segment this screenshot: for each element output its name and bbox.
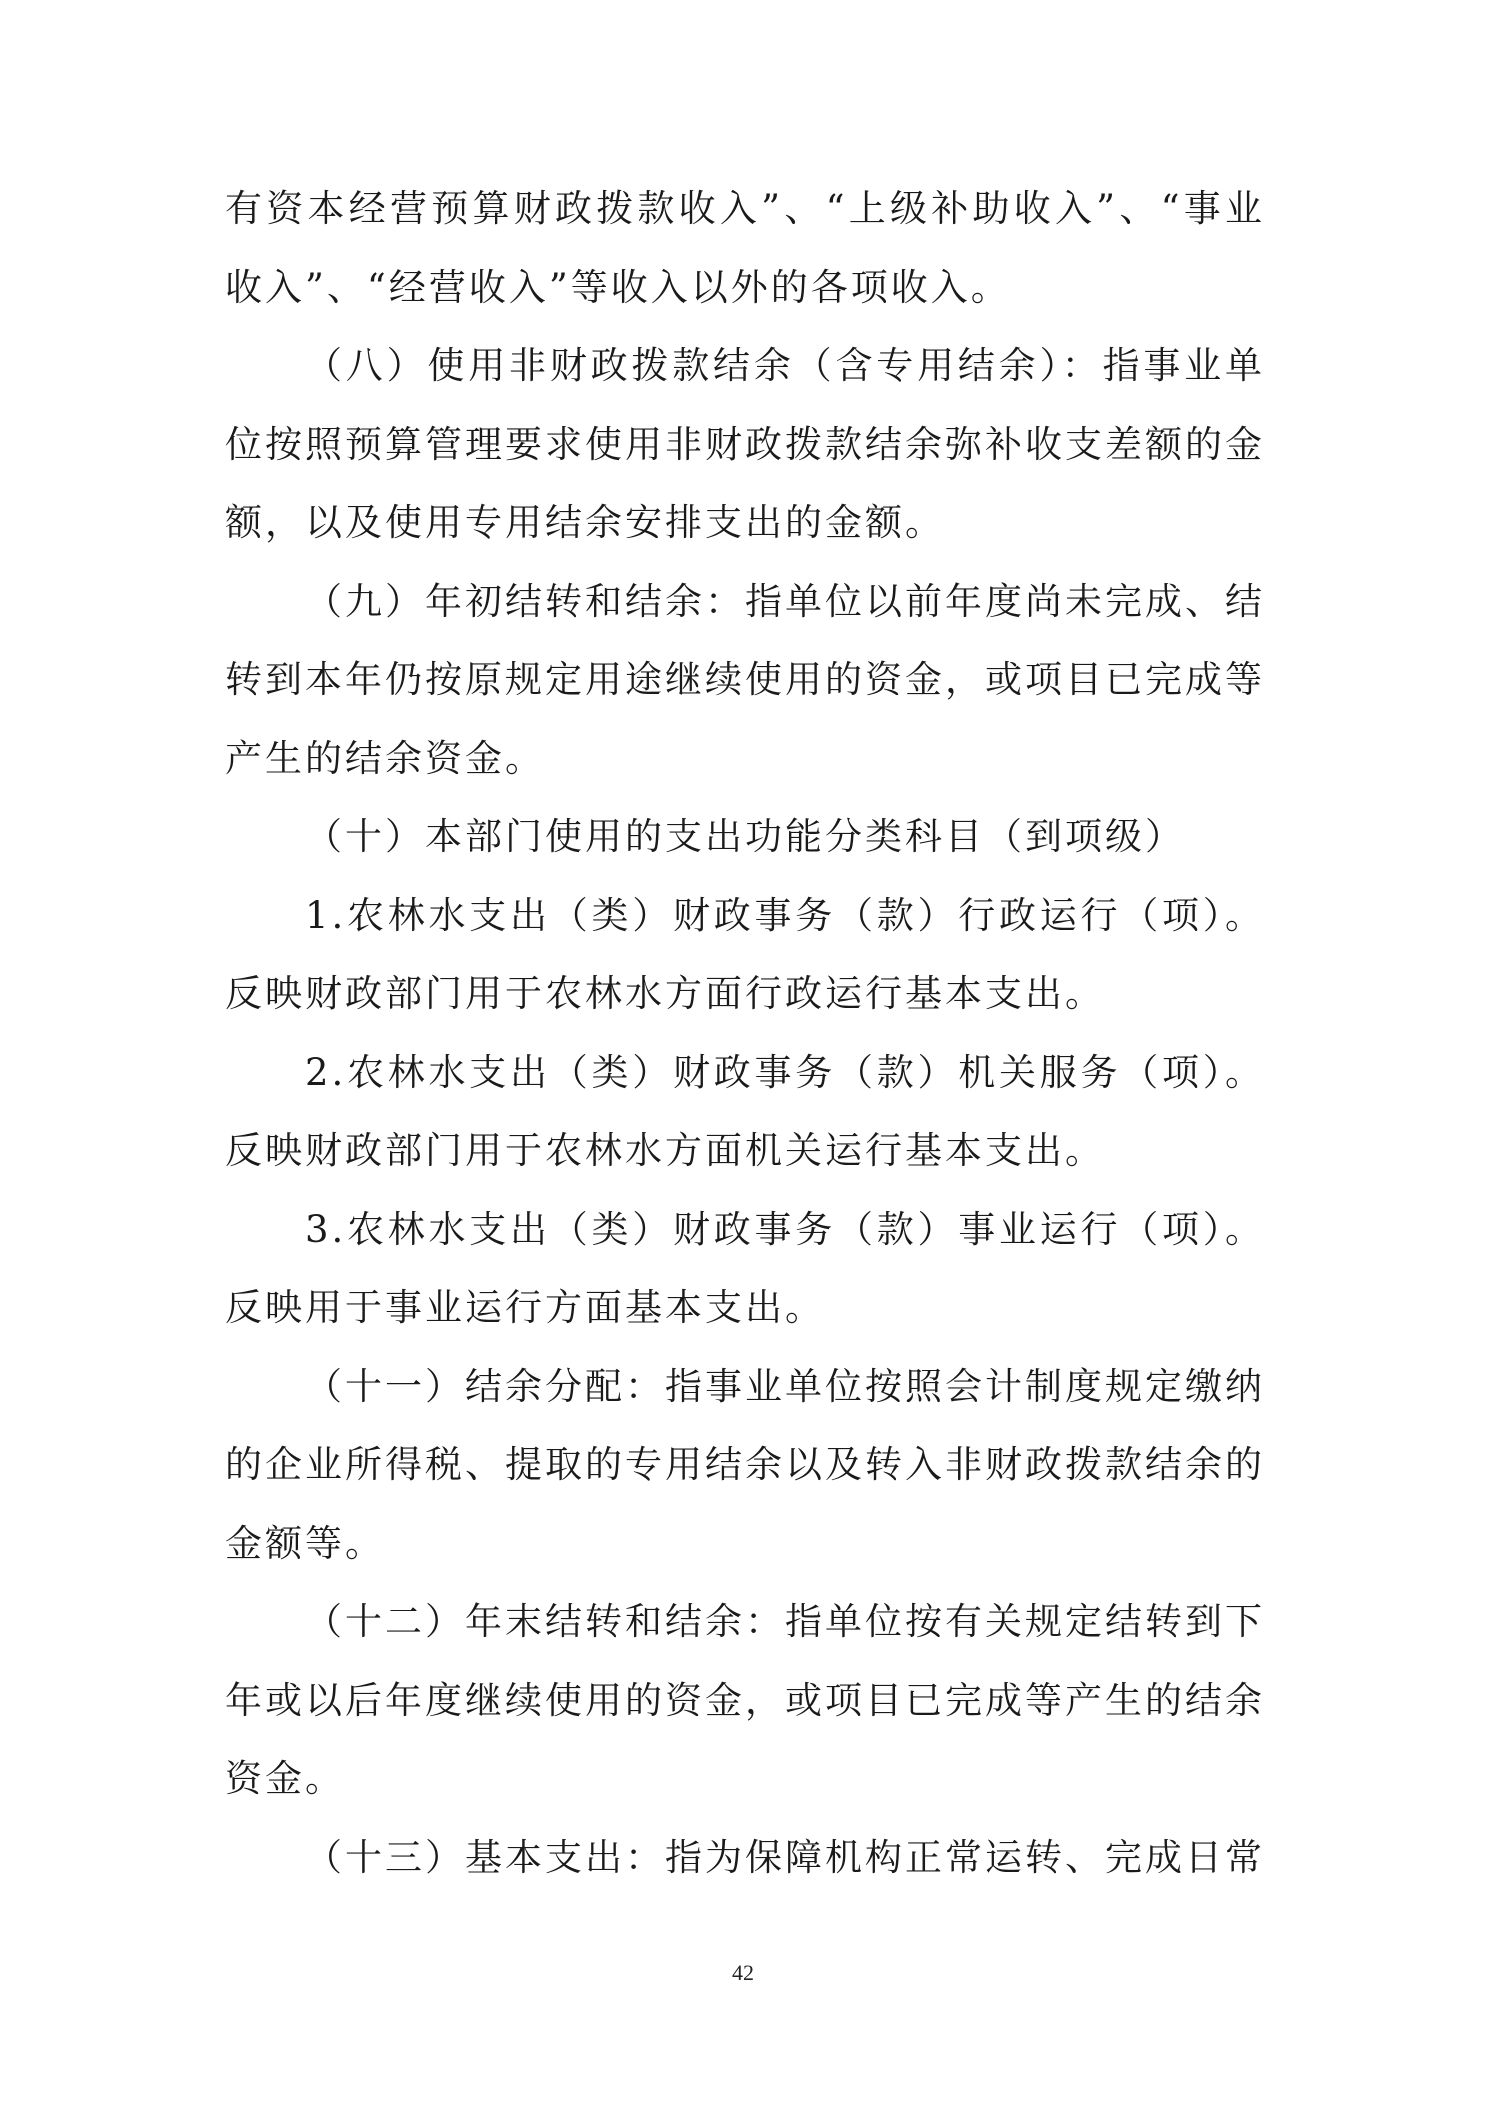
page-number: 42 bbox=[732, 1960, 754, 1985]
paragraph-10-item-1: 1.农林水支出（类）财政事务（款）行政运行（项）。反映财政部门用于农林水方面行政运行基本支出。 bbox=[225, 893, 1265, 1015]
paragraph-8-non-fiscal-surplus: （八）使用非财政拨款结余（含专用结余）：指事业单位按照预算管理要求使用非财政拨款结余弥补收支差额的金额，以及使用专用结余安排支出的金额。 bbox=[225, 344, 1265, 544]
body-text bbox=[225, 170, 1265, 1897]
paragraph-13-basic-expenditure: （十三）基本支出：指为保障机构正常运转、完成日常 bbox=[305, 1835, 1265, 1879]
paragraph-10-item-2: 2.农林水支出（类）财政事务（款）机关服务（项）。反映财政部门用于农林水方面机关运行基本支出。 bbox=[225, 1050, 1265, 1172]
paragraph-10-item-3: 3.农林水支出（类）财政事务（款）事业运行（项）。反映用于事业运行方面基本支出。 bbox=[225, 1207, 1265, 1329]
paragraph-continuation: 有资本经营预算财政拨款收入”、“上级补助收入”、“事业收入”、“经营收入”等收入以外的各项收入。 bbox=[225, 187, 1265, 309]
paragraph-12-year-end-carryover: （十二）年末结转和结余：指单位按有关规定结转到下年或以后年度继续使用的资金，或项目已完成等产生的结余资金。 bbox=[225, 1600, 1265, 1800]
paragraph-10-expenditure-classification: （十）本部门使用的支出功能分类科目（到项级） bbox=[305, 815, 1185, 858]
paragraph-11-surplus-distribution: （十一）结余分配：指事业单位按照会计制度规定缴纳的企业所得税、提取的专用结余以及转入非财政拨款结余的金额等。 bbox=[225, 1364, 1265, 1565]
paragraph-9-beginning-carryover: （九）年初结转和结余：指单位以前年度尚未完成、结转到本年仍按原规定用途继续使用的资金，或项目已完成等产生的结余资金。 bbox=[225, 579, 1265, 780]
